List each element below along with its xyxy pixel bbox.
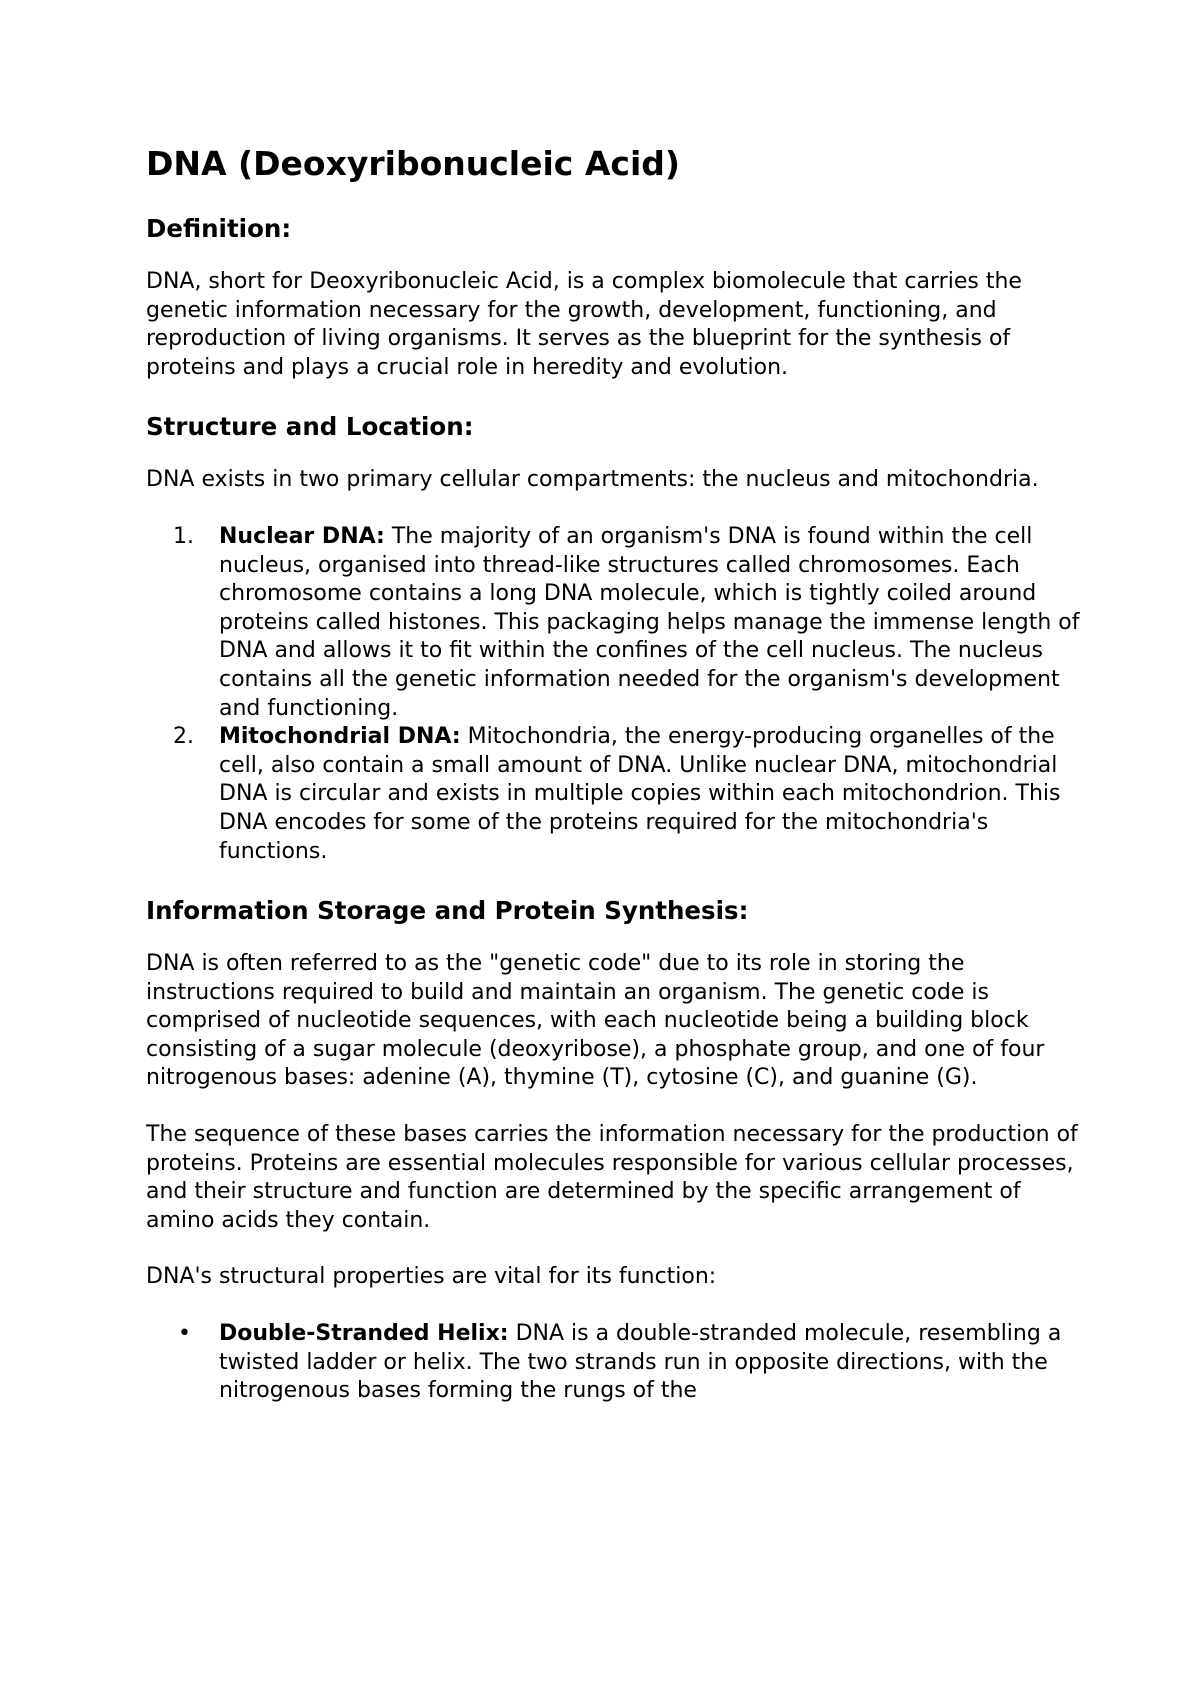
list-item-nuclear-dna <box>146 523 1086 723</box>
information-heading: Information Storage and Protein Synthesis: <box>146 896 749 926</box>
spacer <box>146 1235 1086 1263</box>
structure-numbered-list <box>146 523 1086 866</box>
spacer <box>146 928 1086 950</box>
spacer <box>146 382 1086 410</box>
list-number: 1. <box>173 523 194 549</box>
spacer <box>146 866 1086 894</box>
bullet-icon: • <box>178 1321 191 1347</box>
properties-bullet-list <box>146 1320 1086 1406</box>
information-paragraph-3: DNA's structural properties are vital for its function: <box>146 1264 717 1290</box>
structure-intro-paragraph: DNA exists in two primary cellular compartments: the nucleus and mitochondria. <box>146 467 1039 493</box>
information-paragraph-2: The sequence of these bases carries the information necessary for the production of proteins. Proteins are essential molecules responsible for various cellular processes, and their structure and function are determined by the specific arrangement of amino acids they contain. <box>146 1122 1078 1233</box>
bullet-item-double-stranded-helix <box>146 1320 1086 1406</box>
document-title: DNA (Deoxyribonucleic Acid) <box>146 144 680 183</box>
document-page <box>146 142 1086 1406</box>
list-item-text: Mitochondria, the energy-producing organelles of the cell, also contain a small amount of DNA. Unlike nuclear DNA, mitochondrial DNA is circular and exists in multiple copies within each mitochondrion. This DNA encodes for some of the proteins required for the mitochondria's functions. <box>219 724 1061 864</box>
spacer <box>146 444 1086 466</box>
spacer <box>146 246 1086 268</box>
list-item-term: Mitochondrial DNA: <box>219 724 461 750</box>
spacer <box>146 1093 1086 1121</box>
structure-heading: Structure and Location: <box>146 412 474 442</box>
list-item-text: The majority of an organism's DNA is found within the cell nucleus, organised into thread-like structures called chromosomes. Each chromosome contains a long DNA molecule, which is tightly coiled around proteins called histones. This packaging helps manage the immense length of DNA and allows it to fit within the confines of the cell nucleus. The nucleus contains all the genetic information needed for the organism's development and functioning. <box>219 523 1080 721</box>
spacer <box>146 186 1086 212</box>
bullet-item-term: Double-Stranded Helix: <box>219 1321 509 1347</box>
spacer <box>146 495 1086 523</box>
spacer <box>146 1292 1086 1320</box>
information-paragraph-1: DNA is often referred to as the "genetic code" due to its role in storing the instructions required to build and maintain an organism. The genetic code is comprised of nucleotide sequences, with each nucleotide being a building block consisting of a sugar molecule (deoxyribose), a phosphate group, and one of four nitrogenous bases: adenine (A), thymine (T), cytosine (C), and guanine (G). <box>146 951 1045 1091</box>
definition-heading: Definition: <box>146 214 292 243</box>
list-number: 2. <box>173 724 194 750</box>
bullet-item-text: DNA is a double-stranded molecule, resembling a twisted ladder or helix. The two strands run in opposite directions, with the nitrogenous bases forming the rungs of the <box>219 1321 1062 1404</box>
list-item-term: Nuclear DNA: <box>219 523 385 549</box>
list-item-mitochondrial-dna <box>146 723 1086 866</box>
definition-paragraph: DNA, short for Deoxyribonucleic Acid, is a complex biomolecule that carries the genetic information necessary for the growth, development, functioning, and reproduction of living organisms. It serves as the blueprint for the synthesis of proteins and plays a crucial role in heredity and evolution. <box>146 269 1022 380</box>
